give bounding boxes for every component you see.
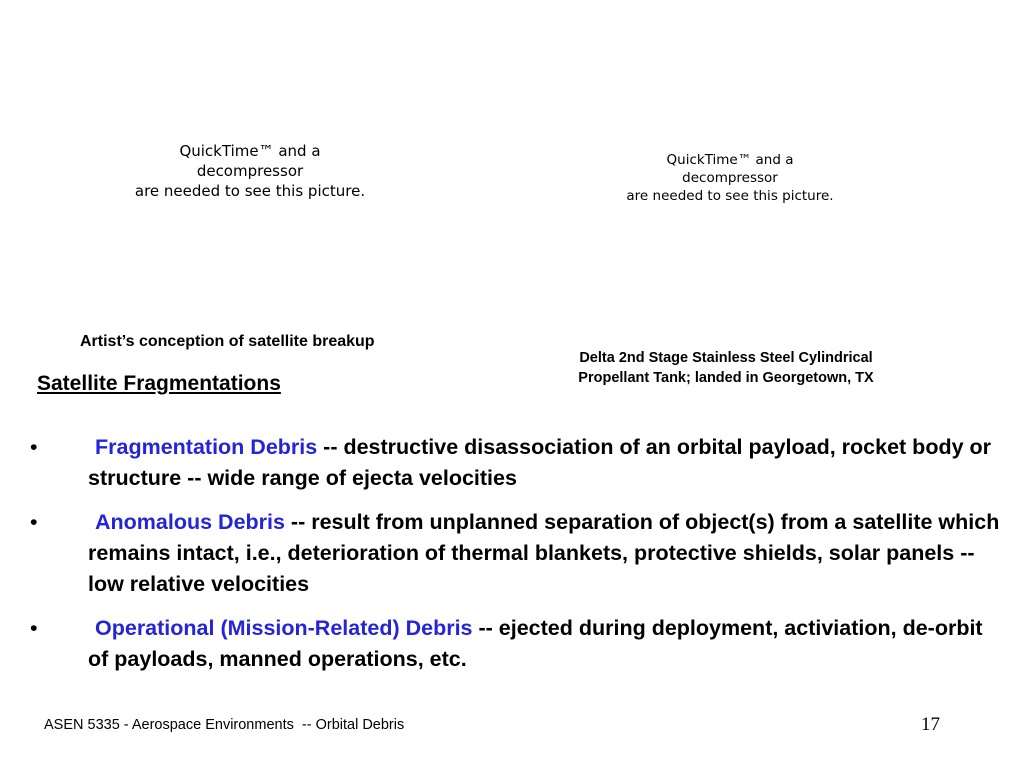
bullet-icon: • bbox=[30, 616, 38, 640]
caption-satellite-breakup: Artist’s conception of satellite breakup bbox=[80, 333, 375, 350]
bullet-operational-debris bbox=[30, 613, 1000, 675]
placeholder-line: are needed to see this picture. bbox=[134, 182, 366, 200]
bullet-text: -- ejected during deployment, activiation, de-orbit of payloads, manned operations, etc. bbox=[88, 616, 983, 671]
slide-title: Satellite Fragmentations bbox=[37, 372, 281, 395]
placeholder-line: decompressor bbox=[682, 170, 778, 186]
caption-line: Propellant Tank; landed in Georgetown, TX bbox=[578, 370, 874, 386]
bullet-icon: • bbox=[30, 510, 38, 534]
bullet-text: -- result from unplanned separation of object(s) from a satellite which remains intact, i.e., deterioration of thermal blankets, protective shields, solar panels -- low relative velocities bbox=[88, 510, 1000, 596]
placeholder-line: QuickTime™ and a bbox=[179, 142, 321, 160]
page-number: 17 bbox=[921, 714, 940, 735]
placeholder-line: QuickTime™ and a bbox=[666, 152, 794, 168]
bullet-fragmentation-debris bbox=[30, 432, 1000, 494]
bullet-anomalous-debris bbox=[30, 507, 1000, 600]
bullet-term: Anomalous Debris bbox=[95, 510, 285, 534]
caption-propellant-tank bbox=[540, 348, 912, 388]
bullet-list bbox=[30, 432, 1000, 688]
footer-course-label: ASEN 5335 - Aerospace Environments -- Orbital Debris bbox=[44, 717, 405, 733]
quicktime-placeholder-right bbox=[597, 151, 863, 205]
bullet-icon: • bbox=[30, 435, 38, 459]
caption-line: Delta 2nd Stage Stainless Steel Cylindrical bbox=[579, 350, 873, 366]
placeholder-line: are needed to see this picture. bbox=[626, 188, 834, 204]
bullet-text: -- destructive disassociation of an orbital payload, rocket body or structure -- wide range of ejecta velocities bbox=[88, 435, 992, 490]
bullet-term: Operational (Mission-Related) Debris bbox=[95, 616, 473, 640]
bullet-term: Fragmentation Debris bbox=[95, 435, 318, 459]
placeholder-line: decompressor bbox=[196, 162, 304, 180]
quicktime-placeholder-left bbox=[110, 141, 390, 201]
